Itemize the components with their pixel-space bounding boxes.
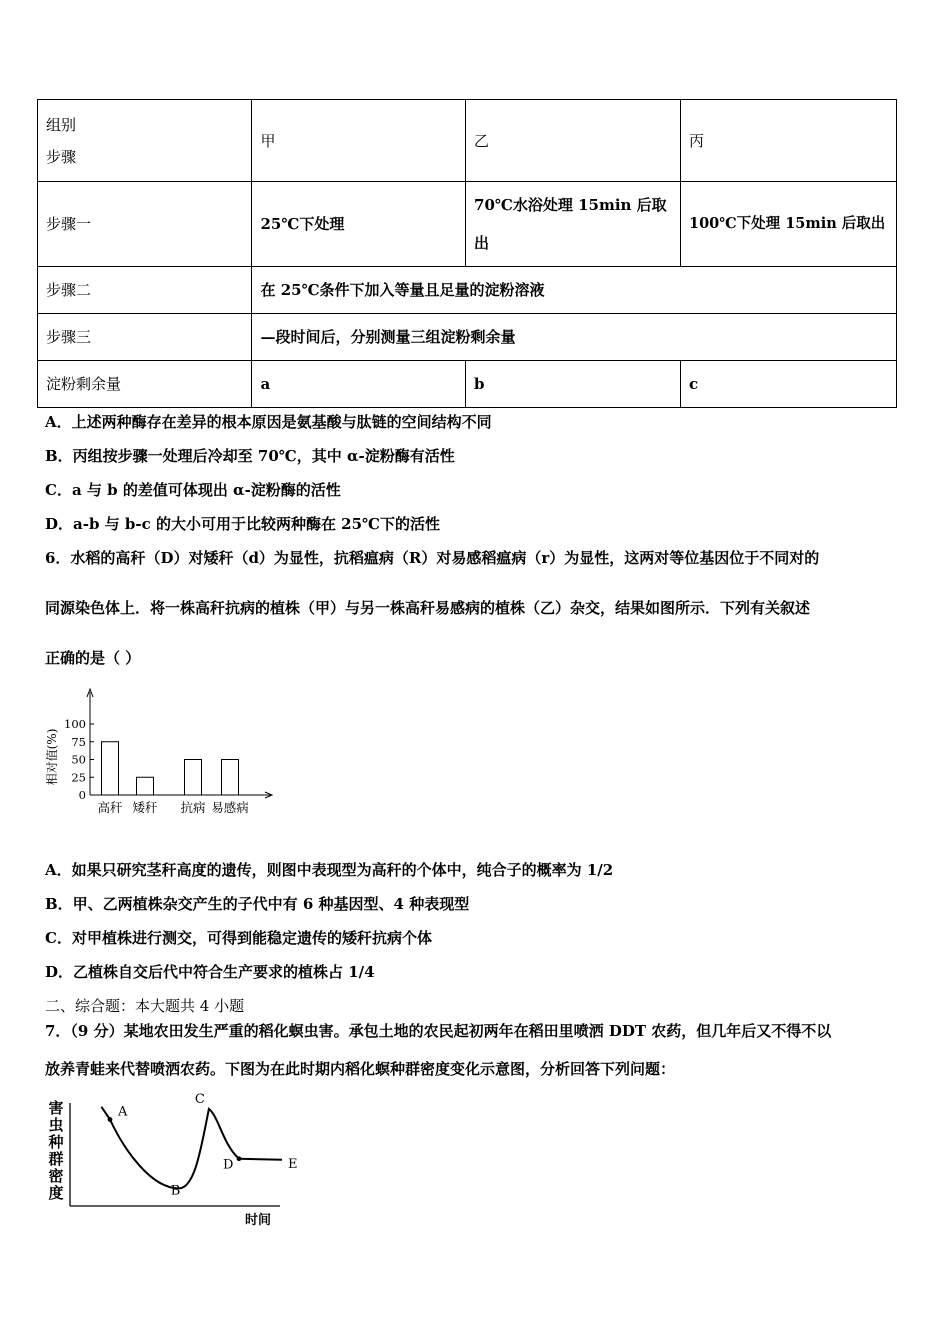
table-cell: 乙 — [466, 100, 681, 182]
bar-chart — [40, 685, 280, 820]
density-chart — [40, 1091, 298, 1235]
q6-option-d: D．乙植株自交后代中符合生产要求的植株占 1/4 — [45, 963, 375, 981]
table-cell: 甲 — [252, 100, 466, 182]
bar — [137, 777, 154, 795]
bar — [222, 760, 239, 796]
x-tick-label: 矮秆 — [132, 800, 158, 815]
q6-stem-line2: 同源染色体上．将一株高秆抗病的植株（甲）与另一株高秆易感病的植株（乙）杂交，结果如图所示．下列有关叙述 — [45, 599, 811, 617]
table-cell: a — [252, 361, 466, 408]
point-label: A — [118, 1104, 128, 1120]
table-cell: b — [466, 361, 681, 408]
table-cell: 步骤二 — [38, 267, 252, 314]
q6-stem-line1: 6．水稻的高秆（D）对矮秆（d）为显性，抗稻瘟病（R）对易感稻瘟病（r）为显性，这两对等位基因位于不同对的 — [45, 549, 820, 567]
chart-xlabel: 时间 — [244, 1213, 272, 1228]
bar — [102, 742, 119, 795]
table-cell: —段时间后，分别测量三组淀粉剩余量 — [252, 314, 897, 361]
x-tick-label: 高秆 — [97, 800, 123, 815]
table-row — [38, 100, 897, 182]
table-cell: 25℃下处理 — [252, 182, 466, 267]
bar — [185, 760, 202, 796]
table-row — [38, 182, 897, 267]
y-tick-label: 50 — [71, 752, 86, 767]
header-group-label: 组别 — [46, 115, 77, 134]
q5-option-a: A．上述两种酶存在差异的根本原因是氨基酸与肽链的空间结构不同 — [45, 413, 492, 431]
q6-option-b: B．甲、乙两植株杂交产生的子代中有 6 种基因型、4 种表现型 — [45, 895, 470, 913]
table-row — [38, 361, 897, 408]
table-row — [38, 267, 897, 314]
table-cell: 淀粉剩余量 — [38, 361, 252, 408]
chart-ylabel-char: 害 — [48, 1099, 64, 1117]
q6-option-a: A．如果只研究茎秆高度的遗传，则图中表现型为高秆的个体中，纯合子的概率为 1/2 — [45, 861, 614, 879]
experiment-table — [37, 99, 897, 408]
chart-ylabel-char: 种 — [48, 1133, 64, 1151]
chart-ylabel-char: 群 — [48, 1150, 64, 1168]
y-tick-label: 100 — [64, 717, 86, 731]
table-row — [38, 314, 897, 361]
point-label: D — [223, 1157, 234, 1173]
q5-option-c: C．a 与 b 的差值可体现出 α-淀粉酶的活性 — [45, 481, 341, 499]
table-cell — [466, 182, 681, 267]
table-cell: 100℃下处理 15min 后取出 — [681, 182, 897, 267]
chart-ylabel-char: 虫 — [48, 1116, 64, 1134]
table-cell: 在 25℃条件下加入等量且足量的淀粉溶液 — [252, 267, 897, 314]
q6-option-c: C．对甲植株进行测交，可得到能稳定遗传的矮秆抗病个体 — [45, 929, 432, 947]
chart-ylabel-char: 度 — [48, 1184, 64, 1202]
point-label: E — [288, 1156, 298, 1172]
y-tick-label: 75 — [71, 734, 86, 749]
table-cell: c — [681, 361, 897, 408]
q7-stem-line1: 7．（9 分）某地农田发生严重的稻化螟虫害。承包土地的农民起初两年在稻田里喷洒 DDT 农药，但几年后又不得不以 — [45, 1022, 832, 1040]
point-label: C — [194, 1091, 205, 1107]
q5-option-d: D．a-b 与 b-c 的大小可用于比较两种酶在 25℃下的活性 — [45, 515, 441, 533]
cell-line: 出 — [474, 234, 490, 252]
q5-option-b: B．丙组按步骤一处理后冷却至 70℃，其中 α-淀粉酶有活性 — [45, 447, 455, 465]
q6-stem-line3: 正确的是（ ） — [45, 649, 141, 667]
density-curve — [101, 1104, 282, 1189]
x-tick-label: 抗病 — [180, 800, 206, 815]
table-cell: 步骤三 — [38, 314, 252, 361]
y-tick-label: 0 — [78, 788, 86, 802]
table-cell — [38, 100, 252, 182]
section-heading: 二、综合题：本大题共 4 小题 — [45, 997, 245, 1015]
q7-stem-line2: 放养青蛙来代替喷洒农药。下图为在此时期内稻化螟种群密度变化示意图，分析回答下列问题： — [45, 1060, 676, 1078]
chart-ylabel: 相对值(%) — [45, 728, 59, 786]
table-cell: 步骤一 — [38, 182, 252, 267]
chart-ylabel-char: 密 — [48, 1167, 64, 1185]
curve-point — [237, 1156, 242, 1161]
curve-point — [108, 1117, 113, 1122]
point-label: B — [170, 1183, 181, 1199]
y-tick-label: 25 — [71, 770, 86, 785]
cell-line: 70℃水浴处理 15min 后取 — [474, 196, 667, 214]
x-tick-label: 易感病 — [211, 800, 249, 815]
header-step-label: 步骤 — [46, 147, 77, 166]
table-cell: 丙 — [681, 100, 897, 182]
chart-ylabel — [47, 1099, 63, 1202]
